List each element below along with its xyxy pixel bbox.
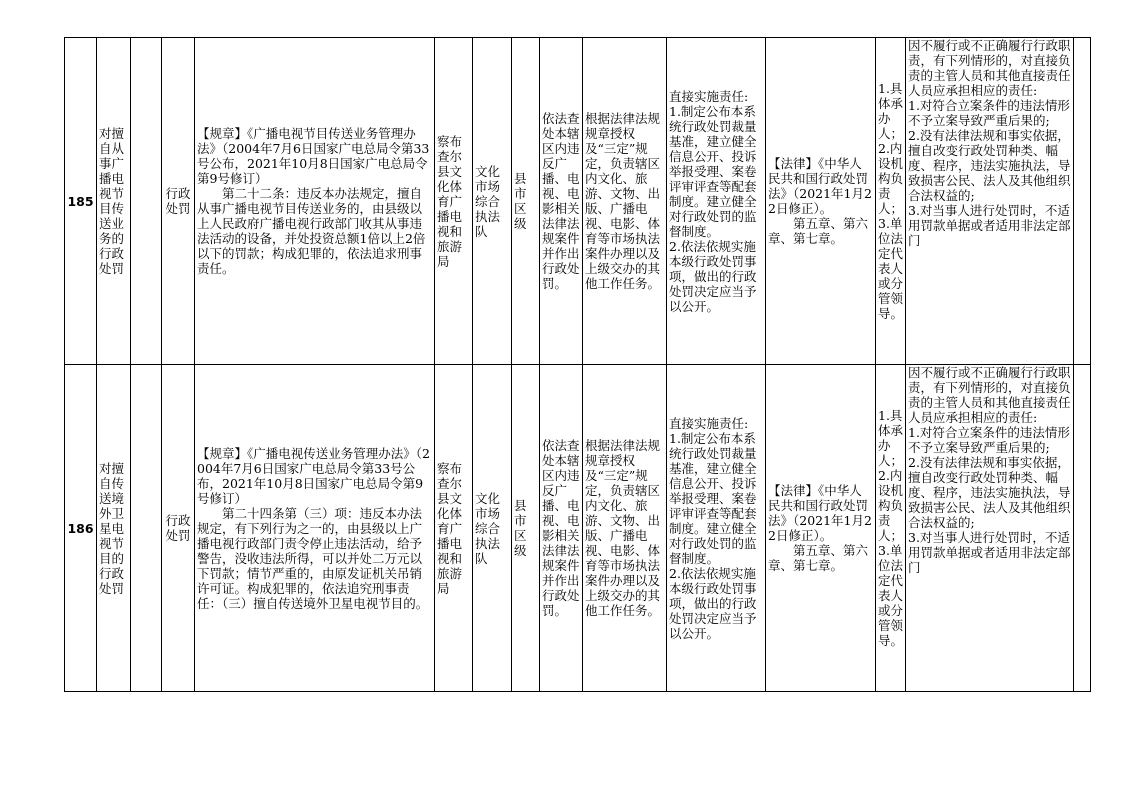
basis-title: 【规章】《广播电视节目传送业务管理办法》（2004年7月6日国家广电总局令第33号公布，2021年10月8日国家广电总局令第9号修订） (197, 126, 430, 186)
accountability-basis-cell (766, 365, 876, 692)
table-row (65, 38, 1091, 365)
subject-cell (876, 38, 906, 365)
basis-body: 第二十二条：违反本办法规定，擅自从事广播电视节目传送业务的，由县级以上人民政府广播电视行政部门收其从事违法活动的设备，并处投资总额1倍以上2倍以下的罚款；构成犯罪的，依法追求刑事责任。 (197, 186, 426, 276)
scope-cell: 依法查处本辖区内违反广播、电视、电影相关法律法规案件并作出行政处罚。 (540, 365, 583, 692)
row-number: 186 (65, 365, 97, 692)
accountability-text: 因不履行或不正确履行行政职责，有下列情形的，对直接负责的主管人员和其他直接责任人员应承担相应的责任: 1.对符合立案条件的违法情形不予立案导致严重后果的; 2.没有法律法规和事实依据，擅自改变行政处罚种类、幅度、程序，违法实施执法，导致损害公民、法人及其他组织合法权益的; 3.对当事人进行处罚时，不适用罚款单据或者适用非法定部门 (908, 38, 1071, 248)
category-cell: 行政处罚 (162, 365, 195, 692)
duty-basis-cell: 根据法律法规规章授权及“三定”规定，负责辖区内文化、旅游、文物、出版、广播电视、电影、体育等市场执法案件办理以及上级交办的其他工作任务。 (583, 38, 667, 365)
accountability-basis-title: 【法律】《中华人民共和国行政处罚法》（2021年1月22日修正）。 (768, 156, 872, 216)
basis-cell (195, 38, 435, 365)
table-row (65, 365, 1091, 692)
subject-text: 1.具体承办人； 2.内设机构负责人； 3.单位法定代表人或分管领导。 (878, 81, 904, 321)
basis-body: 第二十四条第（三）项：违反本办法规定，有下列行为之一的，由县级以上广播电视行政部门责令停止违法活动，给予警告，没收违法所得，可以并处二万元以下罚款；情节严重的，由原发证机关吊销许可证。构成犯罪的，依法追究刑事责任：（三）擅自传送境外卫星电视节目的。 (197, 505, 429, 611)
last-cell (1074, 365, 1091, 692)
responsibility-text: 直接实施责任: 1.制定公布本系统行政处罚裁量基准，建立健全信息公开、投诉举报受理、案卷评审评查等配套制度。建立健全对行政处罚的监督制度。 2.依法依规实施本级行政处罚事项，做出的行政处罚决定应当予以公开。 (669, 88, 757, 314)
last-cell (1074, 38, 1091, 365)
blank-cell (131, 38, 162, 365)
blank-cell (131, 365, 162, 692)
duty-basis-cell: 根据法律法规规章授权及“三定”规定，负责辖区内文化、旅游、文物、出版、广播电视、电影、体育等市场执法案件办理以及上级交办的其他工作任务。 (583, 365, 667, 692)
accountability-text: 因不履行或不正确履行行政职责，有下列情形的，对直接负责的主管人员和其他直接责任人员应承担相应的责任: 1.对符合立案条件的违法情形不予立案导致严重后果的; 2.没有法律法规和事实依据，擅自改变行政处罚种类、幅度、程序，违法实施执法，导致损害公民、法人及其他组织合法权益的; 3.对当事人进行处罚时，不适用罚款单据或者适用非法定部门 (908, 365, 1071, 575)
level-cell: 县市区级 (512, 365, 540, 692)
basis-title: 【规章】《广播电视传送业务管理办法》（2004年7月6日国家广电总局令第33号公布，2021年10月8日国家广电总局令第9号修订） (197, 445, 430, 506)
unit-cell: 文化市场综合执法队 (473, 38, 512, 365)
accountability-basis-title: 【法律】《中华人民共和国行政处罚法》（2021年1月22日修正）。 (768, 483, 872, 543)
row-number: 185 (65, 38, 97, 365)
scope-cell: 依法查处本辖区内违反广播、电视、电影相关法律法规案件并作出行政处罚。 (540, 38, 583, 365)
department-cell: 察布查尔县文化体育广播电视和旅游局 (435, 38, 473, 365)
responsibility-cell (667, 365, 766, 692)
subject-cell (876, 365, 906, 692)
item-name-cell: 对擅自从事广播电视节目传送业务的行政处罚 (97, 38, 131, 365)
responsibility-text: 直接实施责任: 1.制定公布本系统行政处罚裁量基准，建立健全信息公开、投诉举报受理、案卷评审评查等配套制度。建立健全对行政处罚的监督制度。 2.依法依规实施本级行政处罚事项，做出的行政处罚决定应当予以公开。 (669, 415, 757, 641)
unit-cell: 文化市场综合执法队 (473, 365, 512, 692)
subject-text: 1.具体承办人； 2.内设机构负责人； 3.单位法定代表人或分管领导。 (878, 408, 904, 648)
responsibility-table (64, 37, 1091, 692)
accountability-cell (906, 365, 1074, 692)
level-cell: 县市区级 (512, 38, 540, 365)
accountability-basis-body: 第五章、第六章、第七章。 (768, 543, 869, 573)
accountability-basis-body: 第五章、第六章、第七章。 (768, 216, 869, 246)
responsibility-cell (667, 38, 766, 365)
accountability-cell (906, 38, 1074, 365)
department-cell: 察布查尔县文化体育广播电视和旅游局 (435, 365, 473, 692)
basis-cell (195, 365, 435, 692)
accountability-basis-cell (766, 38, 876, 365)
category-cell: 行政处罚 (162, 38, 195, 365)
item-name-cell: 对擅自传送境外卫星电视节目的行政处罚 (97, 365, 131, 692)
